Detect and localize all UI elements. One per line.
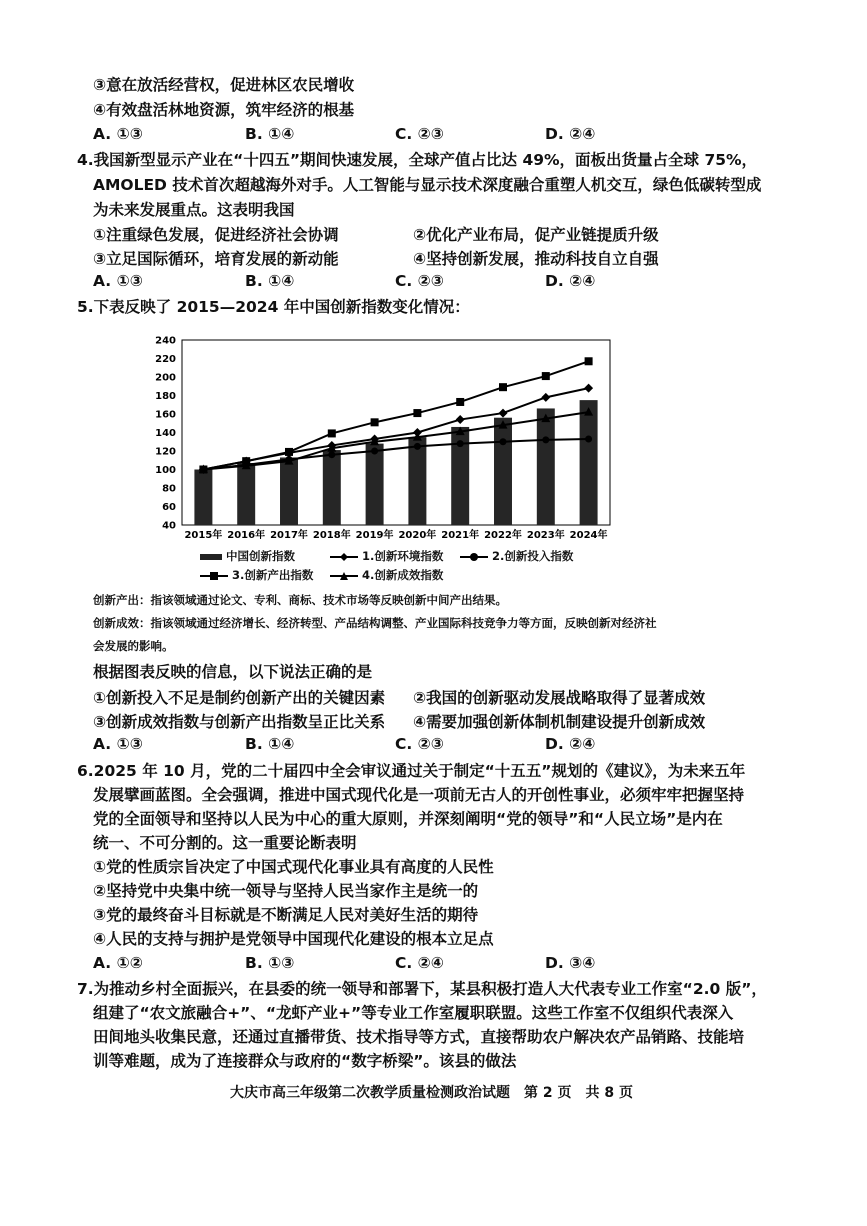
series-1-point — [456, 415, 465, 424]
q5-items-row-1 — [93, 686, 773, 706]
y-tick-label: 240 — [155, 335, 176, 347]
series-3-point — [542, 372, 550, 380]
q7-stem-line-2: 组建了“农文旅融合+”、“龙虾产业+”等专业工作室履职联盟。这些工作室不仅组织代表深入 — [93, 1004, 734, 1022]
y-tick-label: 40 — [162, 520, 176, 532]
q5-stem: 5.下表反映了 2015—2024 年中国创新指数变化情况： — [77, 298, 470, 316]
bar-innovation-index — [323, 450, 341, 525]
x-tick-label: 2019年 — [355, 530, 394, 541]
bar-innovation-index — [494, 418, 512, 525]
x-axis — [184, 528, 607, 541]
series-1-point — [499, 409, 508, 418]
q7-stem-line-3: 田间地头收集民意，还通过直播带货、技术指导等方式，直接帮助农户解决农产品销路、技能培 — [93, 1028, 745, 1046]
q5-items-row-2 — [93, 710, 773, 730]
x-tick-label: 2016年 — [227, 530, 266, 541]
legend-label-series-3: 3.创新产出指数 — [232, 568, 314, 582]
series-2-point — [542, 436, 549, 443]
note-innovation-effect-1: 创新成效：指该领域通过经济增长、经济转型、产品结构调整、产业国际科技竞争力等方面，反映创新对经济社 — [93, 616, 657, 630]
y-tick-label: 220 — [155, 354, 176, 365]
series-3-point — [499, 383, 507, 391]
y-tick-label: 80 — [162, 483, 176, 495]
series-2-point — [500, 438, 507, 445]
q3-choice-d: D. ②④ — [545, 125, 596, 143]
q3-choice-c: C. ②③ — [395, 125, 444, 143]
q6-item-1: ①党的性质宗旨决定了中国式现代化事业具有高度的人民性 — [93, 858, 494, 876]
q5-item-1: ①创新投入不足是制约创新产出的关键因素 — [93, 689, 386, 707]
x-tick-label: 2020年 — [398, 530, 437, 541]
q6-stem-line-1: 6.2025 年 10 月，党的二十届四中全会审议通过关于制定“十五五”规划的《建议》，为未来五年 — [77, 762, 746, 780]
bar-innovation-index — [537, 408, 555, 525]
q6-choice-b: B. ①③ — [245, 954, 295, 972]
q3-choice-a: A. ①③ — [93, 125, 143, 143]
q5-choices — [93, 735, 713, 755]
q6-choice-d: D. ③④ — [545, 954, 596, 972]
x-tick-label: 2018年 — [312, 530, 351, 541]
note-innovation-effect-2: 会发展的影响。 — [93, 639, 174, 653]
legend-item-series-1 — [330, 548, 443, 564]
x-tick-label: 2015年 — [184, 530, 223, 541]
series-3-line — [203, 361, 588, 469]
series-2-point — [371, 448, 378, 455]
legend-label-series-2: 2.创新投入指数 — [492, 549, 574, 563]
q5-choice-c: C. ②③ — [395, 735, 444, 753]
q4-choices — [93, 272, 713, 292]
note-innovation-output: 创新产出：指该领域通过论文、专利、商标、技术市场等反映创新中间产出结果。 — [93, 593, 507, 607]
q4-item-4: ④坚持创新发展，推动科技自立自强 — [413, 250, 659, 268]
series-1-point — [584, 384, 593, 393]
q5-choice-d: D. ②④ — [545, 735, 596, 753]
series-3 — [199, 357, 592, 473]
q4-item-2: ②优化产业布局，促产业链提质升级 — [413, 226, 659, 244]
q5-item-4: ④需要加强创新体制机制建设提升创新成效 — [413, 713, 706, 731]
series-2-point — [414, 443, 421, 450]
series-2-point — [457, 440, 464, 447]
y-tick-label: 120 — [155, 446, 176, 458]
q5-choice-b: B. ①④ — [245, 735, 295, 753]
q4-item-1: ①注重绿色发展，促进经济社会协调 — [93, 226, 339, 244]
q7-stem-line-4: 训等难题，成为了连接群众与政府的“数字桥梁”。该县的做法 — [93, 1052, 517, 1070]
line-series — [199, 357, 593, 474]
y-tick-label: 140 — [155, 428, 176, 439]
x-tick-label: 2021年 — [441, 530, 480, 541]
series-3-point — [371, 418, 379, 426]
q3-choices — [93, 125, 713, 145]
legend-item-series-2 — [460, 548, 573, 564]
bar-innovation-index — [194, 470, 212, 526]
y-tick-label: 200 — [155, 372, 176, 384]
q6-choices — [93, 954, 713, 974]
q4-stem-line-3: 为未来发展重点。这表明我国 — [93, 201, 295, 219]
q6-choice-a: A. ①② — [93, 954, 143, 972]
q5-choice-a: A. ①③ — [93, 735, 143, 753]
y-tick-label: 60 — [162, 502, 176, 513]
x-tick-label: 2023年 — [526, 530, 565, 541]
bar-innovation-index — [408, 437, 426, 525]
q6-item-3: ③党的最终奋斗目标就是不断满足人民对美好生活的期待 — [93, 906, 479, 924]
q4-choice-a: A. ①③ — [93, 272, 143, 290]
y-axis — [155, 336, 176, 532]
q6-stem-line-2: 发展擘画蓝图。全会强调，推进中国式现代化是一项前无古人的开创性事业，必须牢牢把握坚持 — [93, 786, 745, 804]
q6-stem-line-3: 党的全面领导和坚持以人民为中心的重大原则，并深刻阐明“党的领导”和“人民立场”是内在 — [93, 810, 723, 828]
q4-items-row-2 — [93, 247, 773, 267]
series-3-point — [285, 448, 293, 456]
q4-choice-b: B. ①④ — [245, 272, 295, 290]
legend-item-series-3 — [200, 567, 313, 583]
series-2 — [200, 435, 592, 473]
q3-option-4: ④有效盘活林地资源，筑牢经济的根基 — [93, 101, 355, 119]
bar-innovation-index — [366, 444, 384, 525]
series-3-point — [328, 429, 336, 437]
legend-item-bars — [200, 548, 295, 564]
page-footer: 大庆市高三年级第二次教学质量检测政治试题 第 2 页 共 8 页 — [230, 1085, 633, 1101]
y-tick-label: 100 — [155, 465, 176, 476]
series-1 — [199, 384, 593, 474]
bar-innovation-index — [280, 457, 298, 525]
q5-prompt: 根据图表反映的信息，以下说法正确的是 — [93, 663, 373, 681]
y-tick-label: 160 — [155, 409, 176, 421]
series-3-point — [585, 357, 593, 365]
x-tick-label: 2024年 — [569, 530, 608, 541]
q3-choice-b: B. ①④ — [245, 125, 295, 143]
q4-items-row-1 — [93, 223, 773, 243]
legend-label-series-1: 1.创新环境指数 — [362, 549, 444, 563]
y-tick-label: 180 — [155, 391, 176, 402]
q4-stem-line-1: 4.我国新型显示产业在“十四五”期间快速发展，全球产值占比达 49%，面板出货量占全球 75%， — [77, 151, 758, 169]
q3-option-3: ③意在放活经营权，促进林区农民增收 — [93, 76, 355, 94]
series-1-point — [541, 393, 550, 402]
q4-stem-line-2: AMOLED 技术首次超越海外对手。人工智能与显示技术深度融合重塑人机交互，绿色低碳转型成 — [93, 176, 762, 194]
innovation-index-chart — [148, 328, 618, 543]
q4-choice-d: D. ②④ — [545, 272, 596, 290]
series-2-point — [328, 451, 335, 458]
q6-choice-c: C. ②④ — [395, 954, 444, 972]
bar-innovation-index — [237, 463, 255, 525]
series-2-point — [585, 435, 592, 442]
legend-label-series-4: 4.创新成效指数 — [362, 568, 444, 582]
q5-item-3: ③创新成效指数与创新产出指数呈正比关系 — [93, 713, 386, 731]
q6-item-4: ④人民的支持与拥护是党领导中国现代化建设的根本立足点 — [93, 930, 494, 948]
q4-choice-c: C. ②③ — [395, 272, 444, 290]
series-3-point — [413, 409, 421, 417]
series-3-point — [456, 398, 464, 406]
q6-item-2: ②坚持党中央集中统一领导与坚持人民当家作主是统一的 — [93, 882, 479, 900]
x-tick-label: 2022年 — [484, 530, 522, 541]
legend-label-bars: 中国创新指数 — [226, 549, 295, 563]
x-tick-label: 2017年 — [270, 530, 308, 541]
q6-stem-line-4: 统一、不可分割的。这一重要论断表明 — [93, 834, 357, 852]
bar-series — [194, 400, 597, 525]
q7-stem-line-1: 7.为推动乡村全面振兴，在县委的统一领导和部署下，某县积极打造人大代表专业工作室“2.0 版”， — [77, 980, 767, 998]
legend-item-series-4 — [330, 567, 443, 583]
q4-item-3: ③立足国际循环，培育发展的新动能 — [93, 250, 339, 268]
bar-innovation-index — [580, 400, 598, 525]
q5-item-2: ②我国的创新驱动发展战略取得了显著成效 — [413, 689, 706, 707]
